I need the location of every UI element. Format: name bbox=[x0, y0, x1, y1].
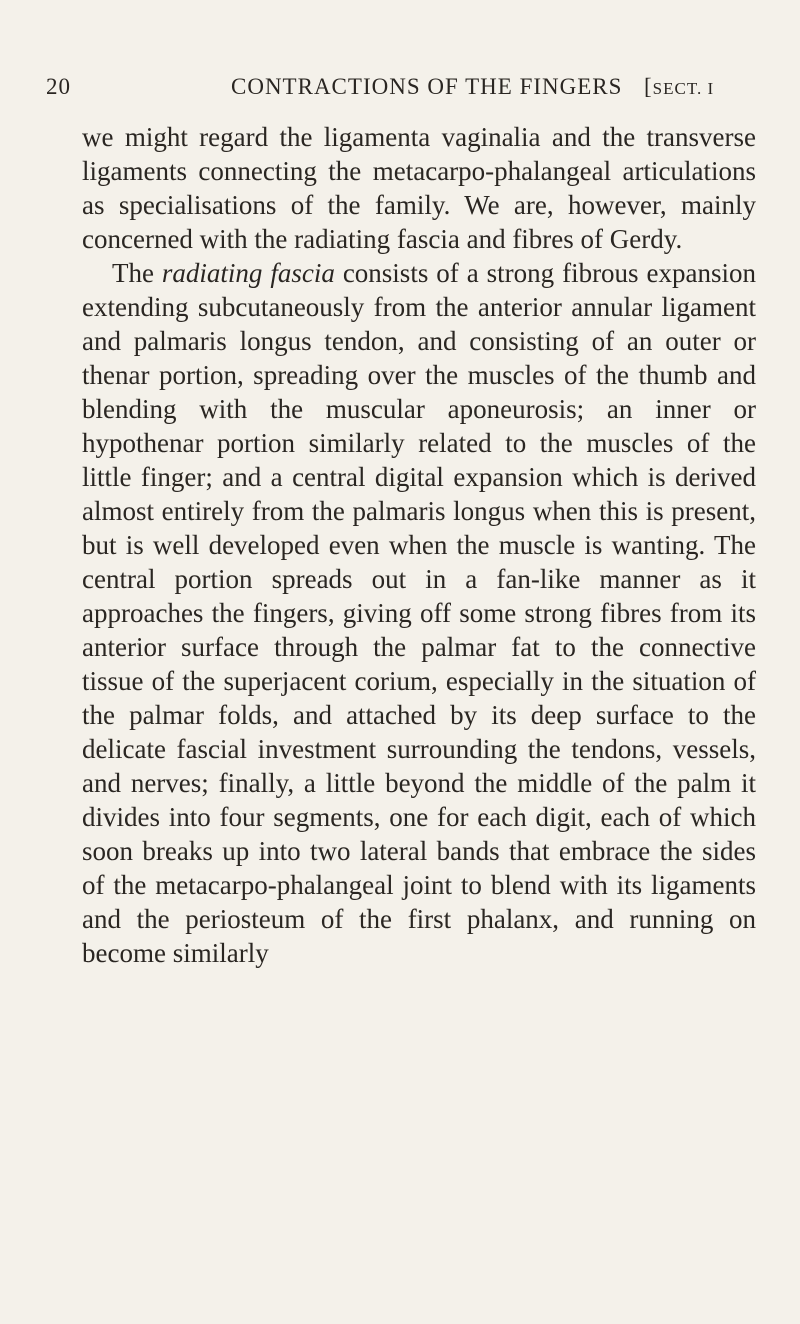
section-bracket: [ bbox=[644, 74, 653, 99]
body-text bbox=[82, 120, 756, 970]
paragraph-lead: The bbox=[112, 258, 162, 288]
italic-term: radiating fascia bbox=[161, 258, 335, 288]
paragraph-rest: consists of a strong fibrous expansion extending subcutaneously from the anterior annular ligament and palmaris longus tendon, and consisting of an outer or thenar portion, spreading over the muscles of the thumb and blending with the muscular aponeurosis; an inner or hypothenar portion similarly related to the muscles of the little finger; and a central digital expansion which is derived almost entirely from the palmaris longus when this is present, but is well developed even when the muscle is wanting. The central portion spreads out in a fan-like manner as it approaches the fingers, giving off some strong fibres from its anterior surface through the palmar fat to the connective tissue of the superjacent corium, especially in the situation of the palmar folds, and attached by its deep surface to the delicate fascial investment surrounding the tendons, vessels, and nerves; finally, a little beyond the middle of the palm it divides into four segments, one for each digit, each of which soon breaks up into two lateral bands that embrace the sides of the metacarpo-phalangeal joint to blend with its ligaments and the periosteum of the first phalanx, and running on become similarly bbox=[82, 258, 756, 968]
section-label: SECT. I bbox=[652, 79, 715, 98]
running-title: CONTRACTIONS OF THE FINGERS bbox=[231, 74, 623, 99]
paragraph: we might regard the ligamenta vaginalia and the transverse ligaments connecting the metacarpo-phalangeal articulations as specialisations of the family. We are, however, mainly concerned with the radiating fascia and fibres of Gerdy. bbox=[82, 122, 756, 254]
page-number: 20 bbox=[46, 74, 71, 99]
section-reference bbox=[644, 74, 714, 100]
paragraph bbox=[82, 256, 756, 970]
running-head bbox=[46, 74, 780, 110]
